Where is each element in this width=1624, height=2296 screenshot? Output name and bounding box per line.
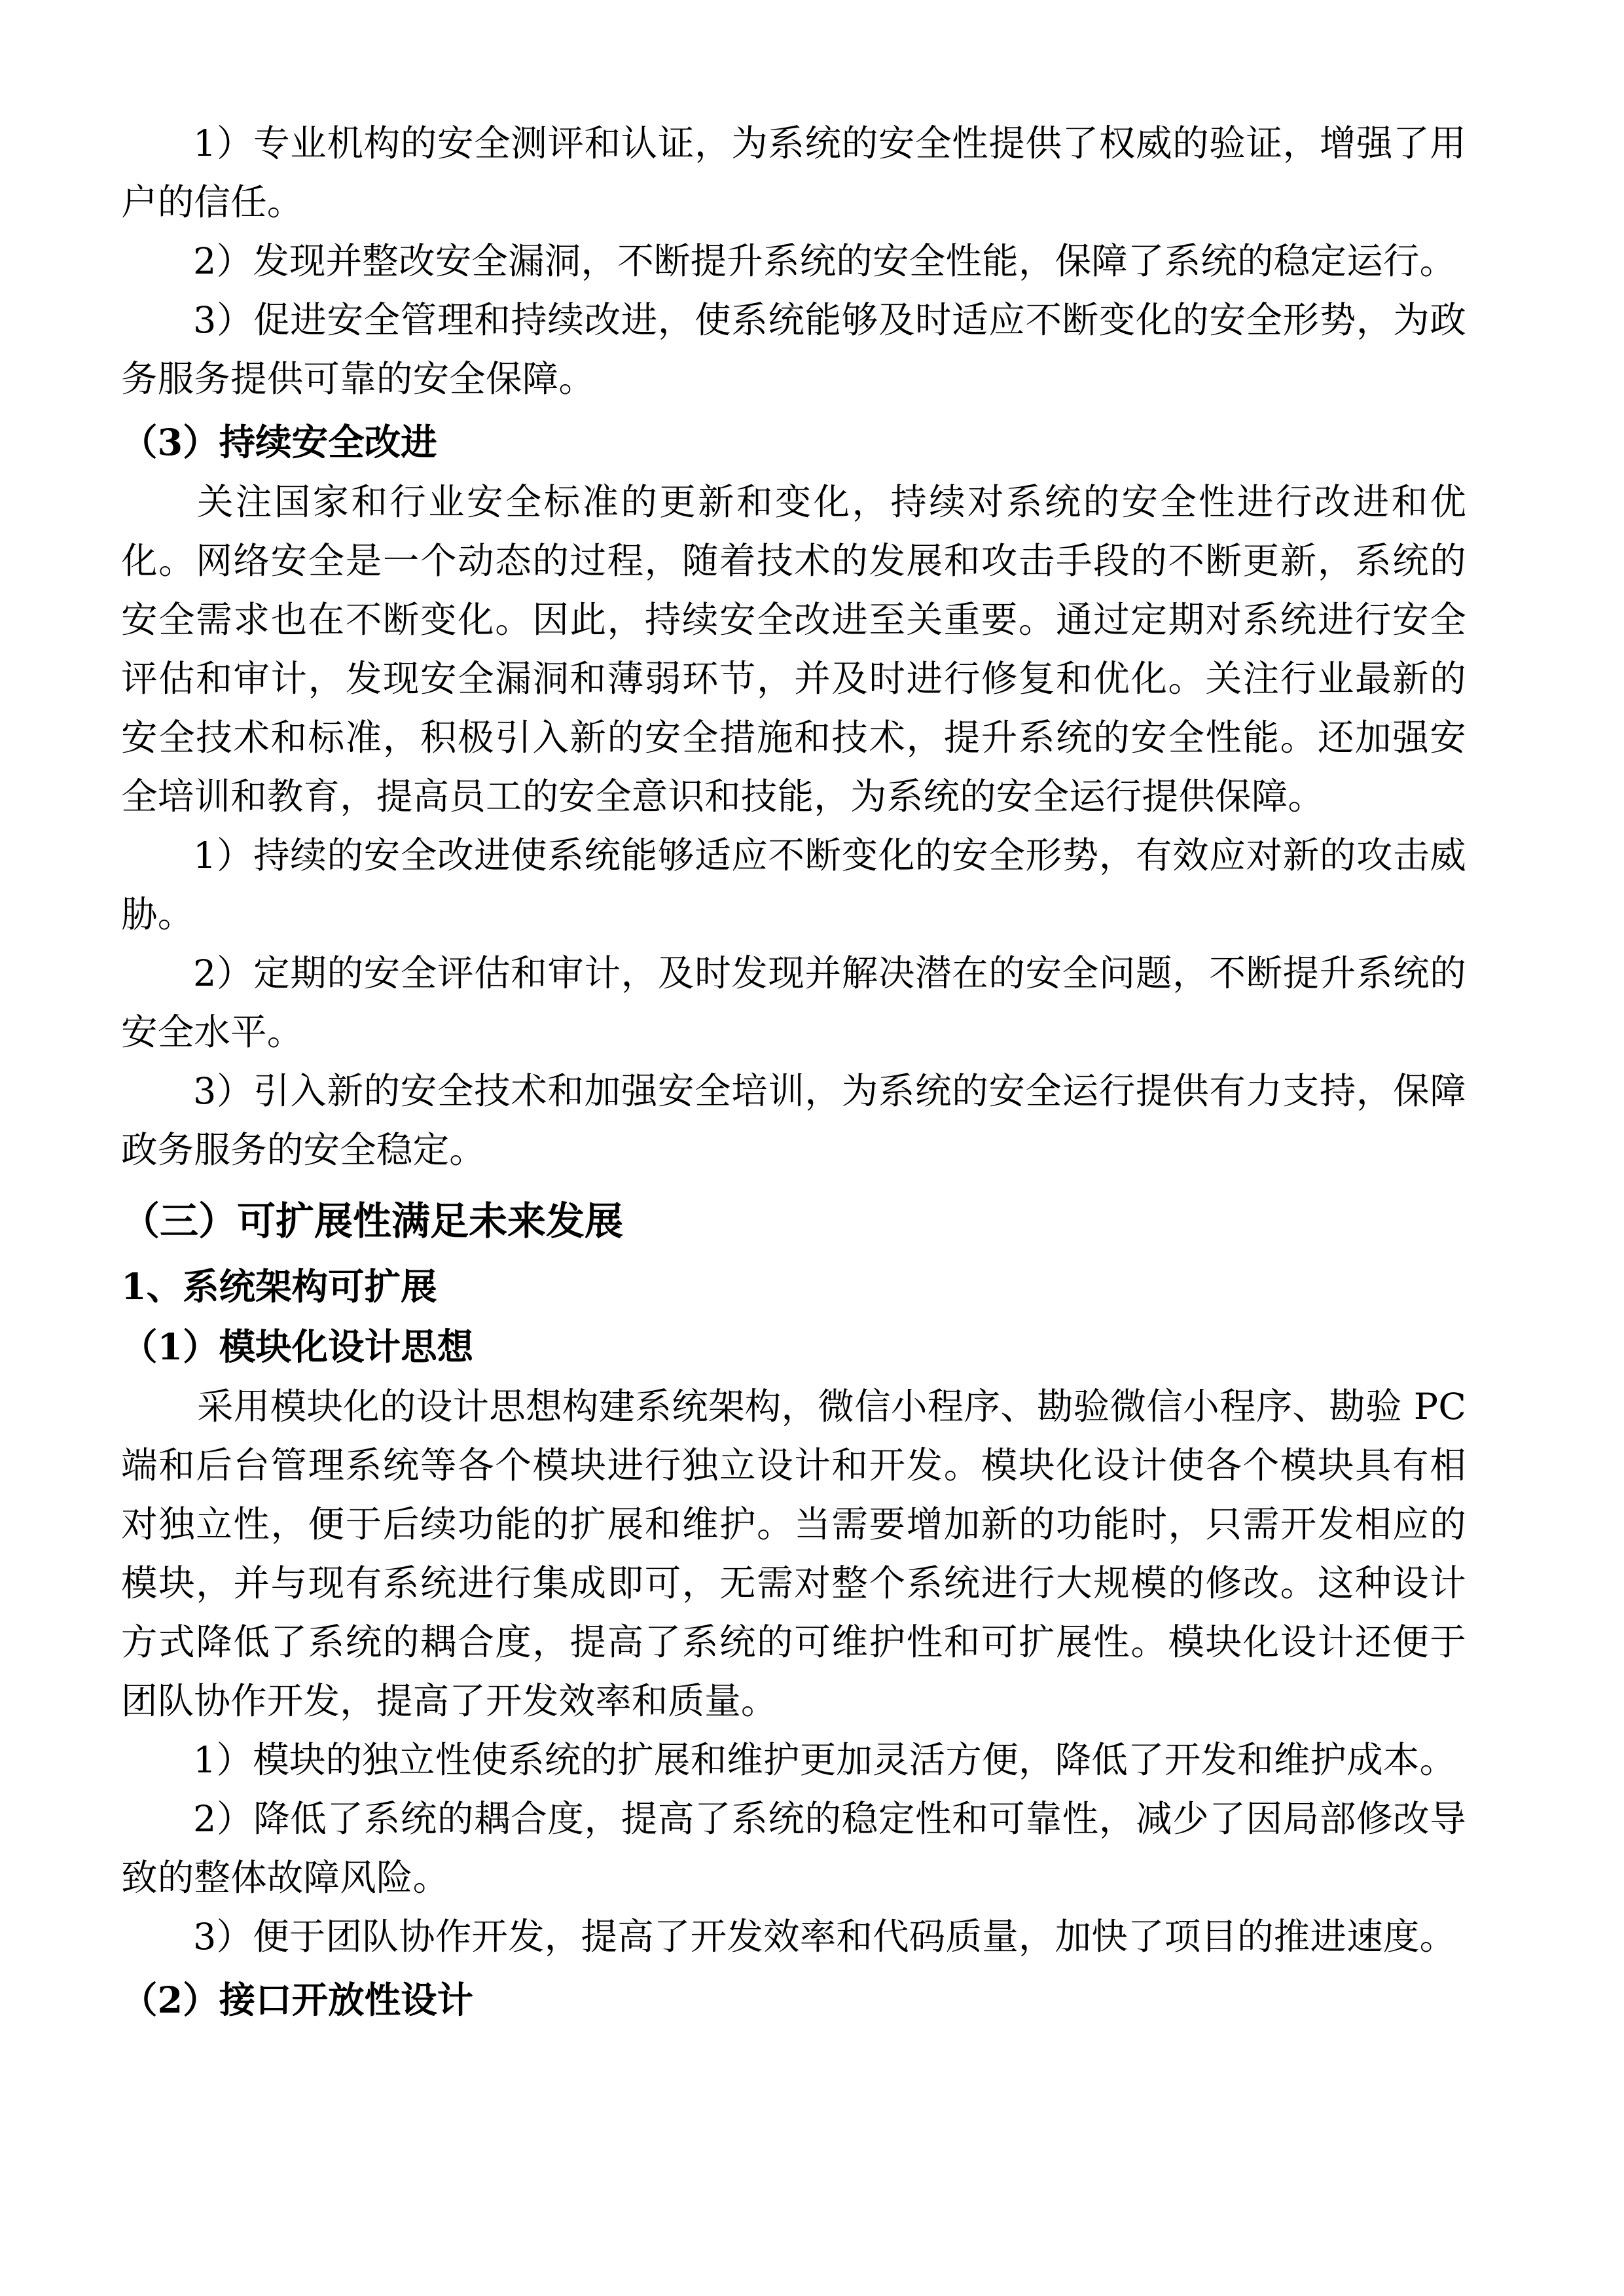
numbered-item-2-regular-audit: 2）定期的安全评估和审计，及时发现并解决潜在的安全问题，不断提升系统的安全水平。 (121, 952, 1466, 1054)
heading-scalability-future: （三）可扩展性满足未来发展 (121, 1198, 624, 1244)
numbered-item-2-fix-vulnerabilities: 2）发现并整改安全漏洞，不断提升系统的安全性能，保障了系统的稳定运行。 (193, 240, 1456, 283)
numbered-item-3-promote-management: 3）促进安全管理和持续改进，使系统能够及时适应不断变化的安全形势，为政务服务提供可靠的安全保障。 (121, 299, 1466, 401)
numbered-item-1-adapt-threats: 1）持续的安全改进使系统能够适应不断变化的安全形势，有效应对新的攻击威胁。 (121, 834, 1466, 936)
numbered-item-1-security-eval: 1）专业机构的安全测评和认证，为系统的安全性提供了权威的验证，增强了用户的信任。 (121, 122, 1466, 224)
heading-open-interface-design: （2）接口开放性设计 (121, 1979, 474, 2022)
paragraph-modular-design: 采用模块化的设计思想构建系统架构，微信小程序、勘验微信小程序、勘验 PC 端和后台管理系统等各个模块进行独立设计和开发。模块化设计使各个模块具有相对独立性，便于后续功能的扩展和维护。当需要增加新的功能时，只需开发相应的模块，并与现有系统进行集成即可，无需对整个系统进行大规模的修改。这种设计方式降低了系统的耦合度，提高了系统的可维护性和可扩展性。模块化设计还便于团队协作开发，提高了开发效率和质量。 (121, 1386, 1466, 1723)
heading-architecture-scalable: 1、系统架构可扩展 (121, 1266, 437, 1308)
numbered-item-3-new-tech-training: 3）引入新的安全技术和加强安全培训，为系统的安全运行提供有力支持，保障政务服务的安全稳定。 (121, 1070, 1466, 1172)
numbered-item-1-module-independence: 1）模块的独立性使系统的扩展和维护更加灵活方便，降低了开发和维护成本。 (193, 1739, 1456, 1782)
numbered-item-2-lower-coupling: 2）降低了系统的耦合度，提高了系统的稳定性和可靠性，减少了因局部修改导致的整体故障风险。 (121, 1798, 1466, 1899)
heading-modular-design: （1）模块化设计思想 (121, 1326, 474, 1369)
paragraph-continuous-security-improvement: 关注国家和行业安全标准的更新和变化，持续对系统的安全性进行改进和优化。网络安全是一个动态的过程，随着技术的发展和攻击手段的不断更新，系统的安全需求也在不断变化。因此，持续安全改进至关重要。通过定期对系统进行安全评估和审计，发现安全漏洞和薄弱环节，并及时进行修复和优化。关注行业最新的安全技术和标准，积极引入新的安全措施和技术，提升系统的安全性能。还加强安全培训和教育，提高员工的安全意识和技能，为系统的安全运行提供保障。 (121, 481, 1466, 818)
spacer (121, 1180, 1466, 1189)
numbered-item-3-team-collaboration: 3）便于团队协作开发，提高了开发效率和代码质量，加快了项目的推进速度。 (193, 1916, 1456, 1958)
heading-continuous-security-improvement: （3）持续安全改进 (121, 422, 437, 464)
document-body (121, 115, 1466, 2031)
